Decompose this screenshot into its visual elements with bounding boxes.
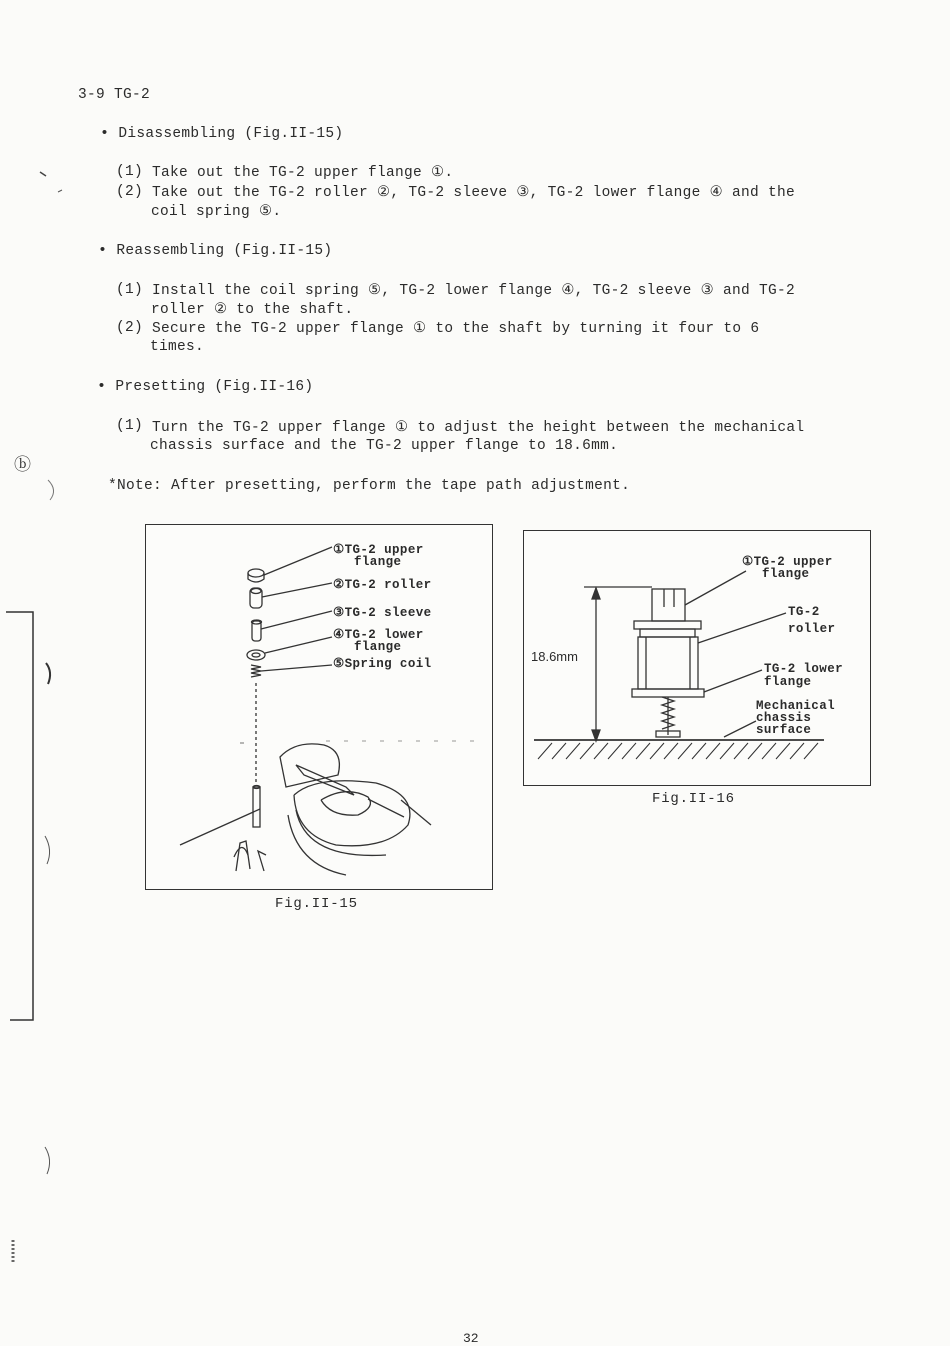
fig16-label-roller-2: roller [788, 622, 836, 636]
dis-step-2-num: (2) [116, 184, 144, 200]
fig15-label-upper-flange: ①TG-2 upper [333, 543, 424, 557]
dis-step-1-line1: Take out the TG-2 upper flange ①. [152, 165, 454, 181]
fig16-label-upper-flange-2: flange [762, 567, 810, 581]
fig15-label-upper-flange-2: flange [354, 555, 402, 569]
note-text: *Note: After presetting, perform the tape path adjustment. [108, 478, 631, 494]
bullet: • [97, 378, 107, 395]
re-step-2-num: (2) [116, 320, 144, 336]
fig16-label-chassis-2: chassis [756, 711, 812, 725]
section-title: 3-9 TG-2 [78, 87, 151, 103]
margin-mark: ⓑ [14, 455, 31, 475]
dis-step-2-line1: Take out the TG-2 roller ②, TG-2 sleeve ③, TG-2 lower flange ④ and the [152, 185, 795, 201]
fig16-label-roller: TG-2 [788, 605, 820, 619]
dis-step-1-num: (1) [116, 164, 144, 180]
fig-15-caption: Fig.II-15 [275, 896, 358, 912]
fig16-dimension-label: 18.6mm [531, 649, 578, 664]
reassembling-heading-text: Reassembling (Fig.II-15) [116, 243, 333, 259]
fig-15-frame [145, 524, 493, 890]
dis-step-2-line2: coil spring ⑤. [151, 204, 282, 220]
re-step-1-line1: Install the coil spring ⑤, TG-2 lower flange ④, TG-2 sleeve ③ and TG-2 [152, 283, 795, 299]
fig-16-frame [523, 530, 871, 786]
fig15-label-lower-flange: ④TG-2 lower [333, 628, 424, 642]
fig16-label-chassis-3: surface [756, 723, 812, 737]
fig15-label-lower-flange-2: flange [354, 640, 402, 654]
fig16-label-lower-flange: TG-2 lower [764, 662, 844, 676]
pre-step-1-line2: chassis surface and the TG-2 upper flange to 18.6mm. [150, 438, 619, 454]
disassembling-heading-text: Disassembling (Fig.II-15) [118, 126, 344, 142]
re-step-2-line2: times. [150, 339, 205, 355]
presetting-heading-text: Presetting (Fig.II-16) [115, 379, 314, 395]
pre-step-1-num: (1) [116, 418, 144, 434]
bullet: • [100, 125, 110, 142]
fig-16-caption: Fig.II-16 [652, 791, 735, 807]
fig15-label-sleeve: ③TG-2 sleeve [333, 606, 432, 620]
page-number: 32 [463, 1331, 479, 1346]
re-step-2-line1: Secure the TG-2 upper flange ① to the shaft by turning it four to 6 [152, 321, 760, 337]
re-step-1-line2: roller ② to the shaft. [151, 302, 354, 318]
fig15-label-roller: ②TG-2 roller [333, 578, 432, 592]
re-step-1-num: (1) [116, 282, 144, 298]
fig16-label-chassis: Mechanical [756, 699, 836, 713]
fig15-label-spring: ⑤Spring coil [333, 657, 432, 671]
fig16-label-upper-flange: ①TG-2 upper [742, 555, 833, 569]
bullet: • [98, 242, 108, 259]
pre-step-1-line1: Turn the TG-2 upper flange ① to adjust the height between the mechanical [152, 420, 805, 436]
fig-15-drawing [146, 525, 492, 889]
fig16-label-lower-flange-2: flange [764, 675, 812, 689]
